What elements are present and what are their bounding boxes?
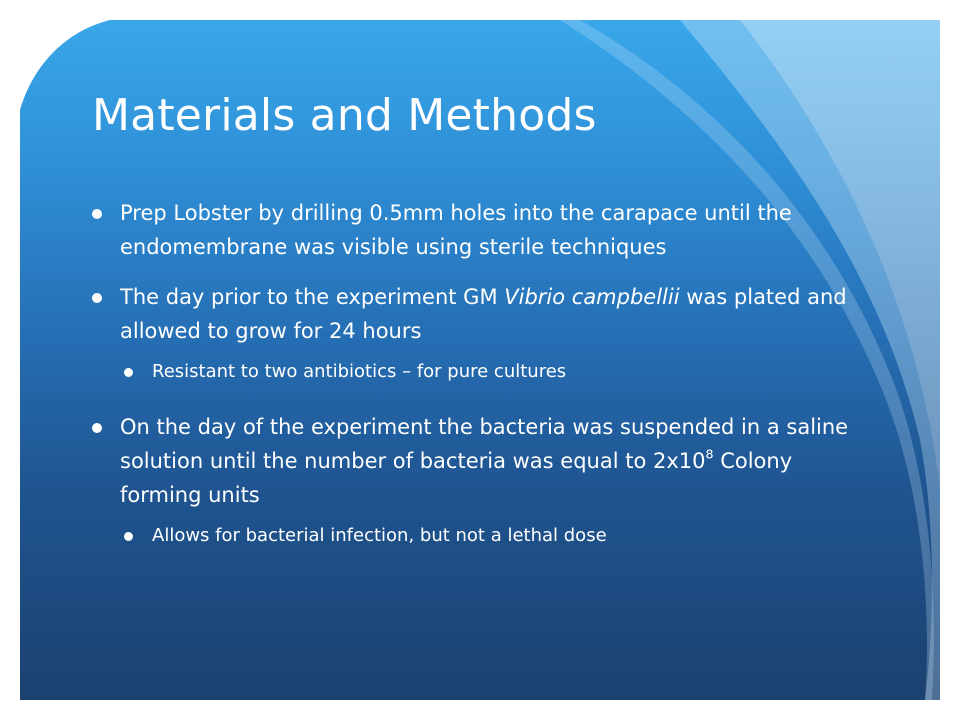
bullet-text-end: was plated and allowed to grow for 24 hours — [120, 285, 847, 343]
bullet-text-start: On the day of the experiment the bacteria was suspended in a saline solution until the number of bacteria was equal to 2x10 — [120, 415, 849, 473]
slide-title: Materials and Methods — [92, 90, 597, 141]
sub-bullet-text: Resistant to two antibiotics – for pure cultures — [152, 361, 567, 382]
bullet-item — [92, 410, 862, 512]
bullet-text: Prep Lobster by drilling 0.5mm holes into the carapace until the endomembrane was visible using sterile techniques — [120, 201, 792, 259]
sub-bullet-icon — [124, 532, 133, 541]
species-name: Vibrio campbellii — [504, 285, 680, 309]
bullet-list — [92, 196, 862, 550]
bullet-text-start: The day prior to the experiment GM — [120, 285, 505, 309]
sub-bullet-item — [92, 358, 862, 386]
bullet-icon — [92, 209, 102, 219]
bullet-icon — [92, 293, 102, 303]
superscript-exponent: 8 — [705, 446, 714, 462]
bullet-item — [92, 196, 862, 264]
bullet-text-end: Colony forming units — [120, 449, 793, 507]
bullet-item — [92, 280, 862, 348]
bullet-icon — [92, 423, 102, 433]
sub-bullet-text: Allows for bacterial infection, but not a lethal dose — [152, 525, 607, 546]
sub-bullet-item — [92, 522, 862, 550]
slide — [20, 20, 940, 700]
sub-bullet-icon — [124, 368, 133, 377]
